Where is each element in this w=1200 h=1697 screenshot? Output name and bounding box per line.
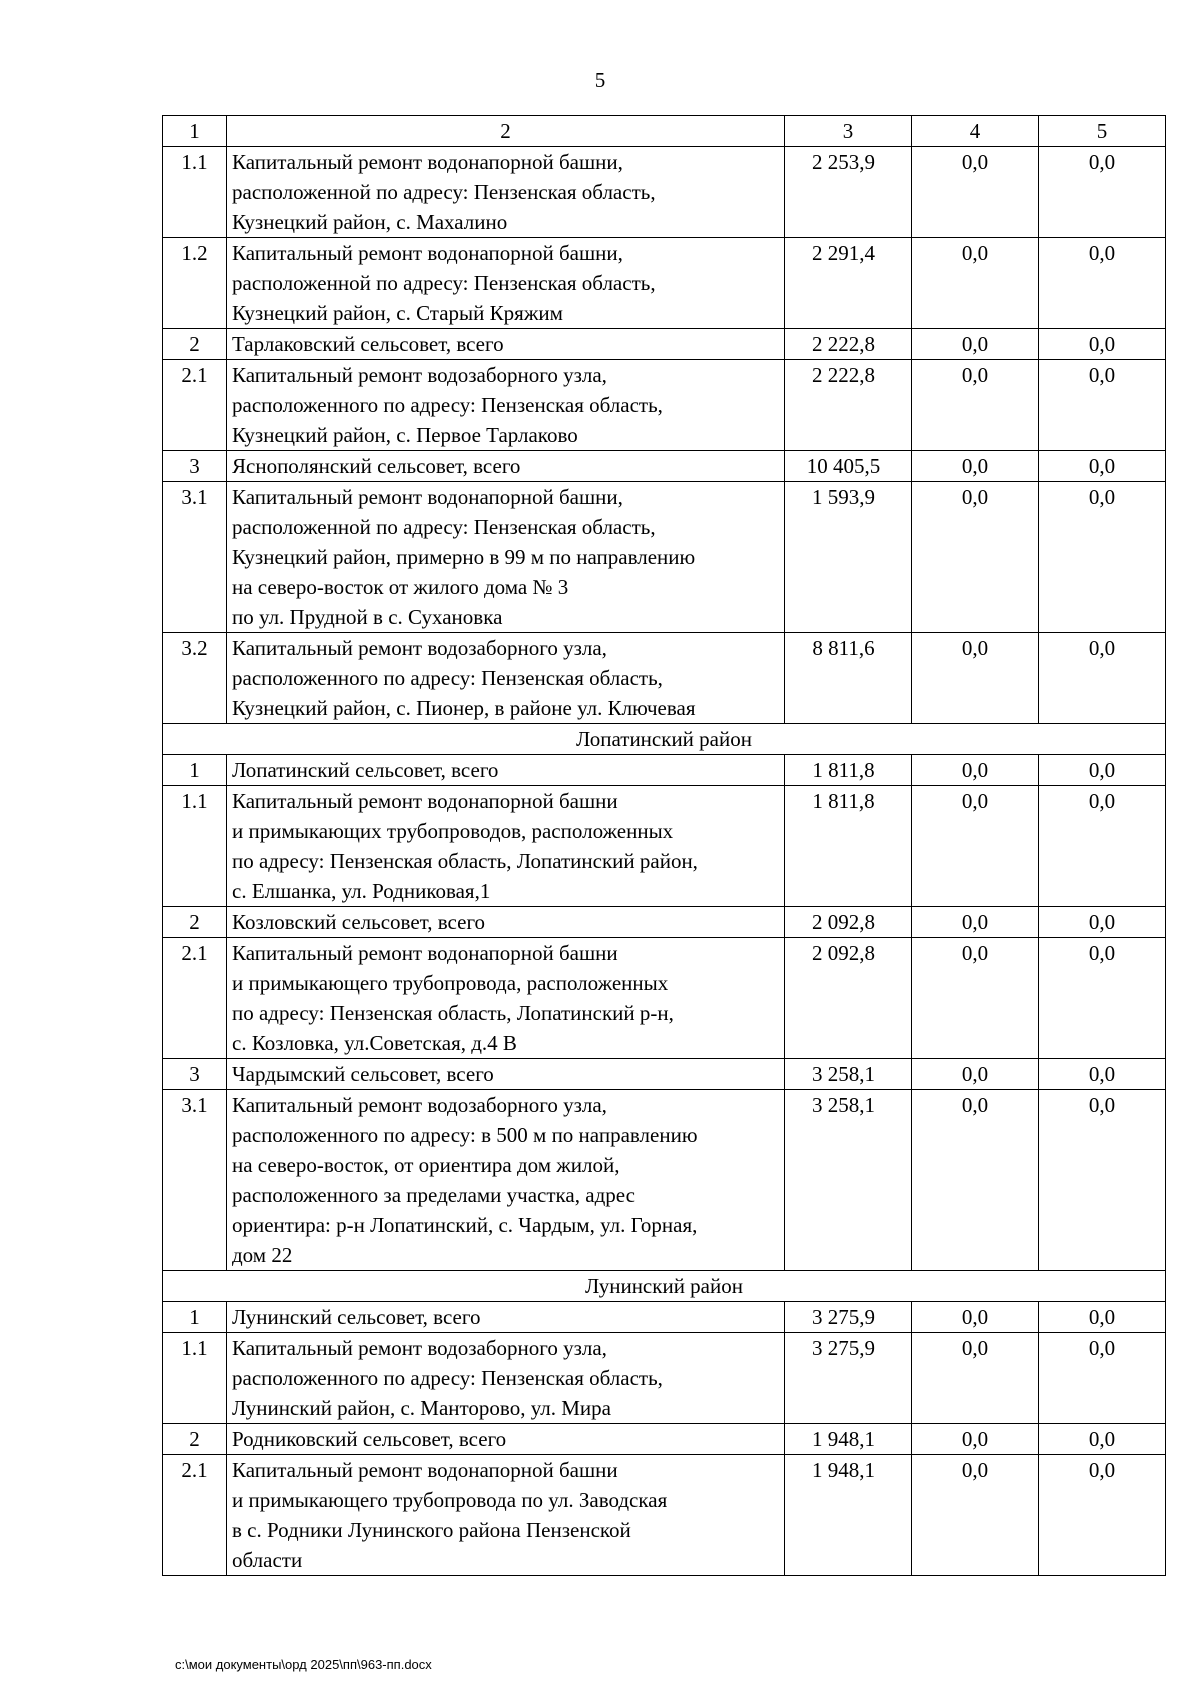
table-row [163,1333,1166,1424]
row-value-col4: 0,0 [912,1302,1039,1333]
row-value-col4: 0,0 [912,1333,1039,1424]
district-row [163,1271,1166,1302]
row-name: Капитальный ремонт водозаборного узла, расположенного по адресу: Пензенская область, Кузнецкий район, с. Пионер, в районе ул. Ключевая [227,633,785,724]
row-value-col5: 0,0 [1039,1090,1166,1271]
header-cell-1: 1 [163,116,227,147]
table-row [163,1424,1166,1455]
table-header-row [163,116,1166,147]
row-value-col5: 0,0 [1039,482,1166,633]
table-row [163,786,1166,907]
row-value-col5: 0,0 [1039,451,1166,482]
row-value-col4: 0,0 [912,1455,1039,1576]
header-cell-4: 4 [912,116,1039,147]
table-body [163,116,1166,1576]
row-value-col5: 0,0 [1039,238,1166,329]
row-value-col5: 0,0 [1039,786,1166,907]
row-value-col4: 0,0 [912,786,1039,907]
row-value-col3: 3 258,1 [785,1059,912,1090]
row-value-col4: 0,0 [912,360,1039,451]
page-number: 5 [594,68,606,92]
table-row [163,938,1166,1059]
row-value-col3: 2 092,8 [785,907,912,938]
table-row [163,451,1166,482]
row-value-col4: 0,0 [912,938,1039,1059]
table-row [163,1302,1166,1333]
row-name: Лунинский сельсовет, всего [227,1302,785,1333]
row-value-col5: 0,0 [1039,1059,1166,1090]
table-row [163,633,1166,724]
row-value-col3: 3 258,1 [785,1090,912,1271]
row-number: 1.1 [163,786,227,907]
table-row [163,360,1166,451]
row-number: 1.1 [163,147,227,238]
budget-table [162,115,1166,1576]
row-name: Капитальный ремонт водонапорной башни и примыкающего трубопровода, расположенных по адресу: Пензенская область, Лопатинский р-н, с. Козловка, ул.Советская, д.4 В [227,938,785,1059]
row-value-col5: 0,0 [1039,633,1166,724]
row-number: 1 [163,755,227,786]
row-value-col4: 0,0 [912,451,1039,482]
row-number: 1.2 [163,238,227,329]
table-row [163,147,1166,238]
row-name: Тарлаковский сельсовет, всего [227,329,785,360]
row-value-col5: 0,0 [1039,147,1166,238]
header-cell-5: 5 [1039,116,1166,147]
row-value-col5: 0,0 [1039,907,1166,938]
row-number: 2.1 [163,938,227,1059]
district-row [163,724,1166,755]
row-value-col4: 0,0 [912,1424,1039,1455]
row-name: Капитальный ремонт водонапорной башни и примыкающего трубопровода по ул. Заводская в с. Родники Лунинского района Пензенской области [227,1455,785,1576]
row-value-col3: 1 811,8 [785,786,912,907]
row-value-col5: 0,0 [1039,1302,1166,1333]
row-name: Капитальный ремонт водонапорной башни, расположенной по адресу: Пензенская область, Кузнецкий район, с. Махалино [227,147,785,238]
row-value-col5: 0,0 [1039,360,1166,451]
row-value-col3: 2 222,8 [785,329,912,360]
row-value-col4: 0,0 [912,238,1039,329]
row-name: Яснополянский сельсовет, всего [227,451,785,482]
row-number: 2 [163,1424,227,1455]
row-number: 2.1 [163,1455,227,1576]
district-name: Лопатинский район [163,724,1166,755]
row-number: 2 [163,329,227,360]
row-value-col3: 3 275,9 [785,1333,912,1424]
row-name: Родниковский сельсовет, всего [227,1424,785,1455]
table-row [163,755,1166,786]
row-value-col3: 2 092,8 [785,938,912,1059]
table-row [163,482,1166,633]
row-value-col3: 2 291,4 [785,238,912,329]
row-number: 3.1 [163,1090,227,1271]
row-value-col3: 8 811,6 [785,633,912,724]
district-name: Лунинский район [163,1271,1166,1302]
row-value-col4: 0,0 [912,907,1039,938]
row-value-col3: 2 222,8 [785,360,912,451]
table-row [163,238,1166,329]
row-value-col3: 3 275,9 [785,1302,912,1333]
table-row [163,329,1166,360]
row-value-col3: 2 253,9 [785,147,912,238]
row-value-col3: 1 811,8 [785,755,912,786]
row-name: Чардымский сельсовет, всего [227,1059,785,1090]
row-value-col5: 0,0 [1039,329,1166,360]
row-name: Капитальный ремонт водозаборного узла, расположенного по адресу: Пензенская область, Кузнецкий район, с. Первое Тарлаково [227,360,785,451]
row-value-col3: 1 948,1 [785,1424,912,1455]
row-name: Козловский сельсовет, всего [227,907,785,938]
row-name: Капитальный ремонт водозаборного узла, расположенного по адресу: в 500 м по направлению на северо-восток, от ориентира дом жилой, расположенного за пределами участка, адрес ориентира: р-н Лопатинский, с. Чардым, ул. Горная, дом 22 [227,1090,785,1271]
header-cell-3: 3 [785,116,912,147]
row-value-col4: 0,0 [912,147,1039,238]
table-row [163,1059,1166,1090]
row-name: Капитальный ремонт водонапорной башни и примыкающих трубопроводов, расположенных по адресу: Пензенская область, Лопатинский район, с. Елшанка, ул. Родниковая,1 [227,786,785,907]
row-name: Капитальный ремонт водонапорной башни, расположенной по адресу: Пензенская область, Кузнецкий район, с. Старый Кряжим [227,238,785,329]
row-number: 3 [163,451,227,482]
table-row [163,907,1166,938]
row-number: 3 [163,1059,227,1090]
row-value-col4: 0,0 [912,755,1039,786]
row-value-col5: 0,0 [1039,1424,1166,1455]
row-value-col3: 1 948,1 [785,1455,912,1576]
row-value-col4: 0,0 [912,1059,1039,1090]
row-number: 3.2 [163,633,227,724]
row-number: 2 [163,907,227,938]
row-value-col4: 0,0 [912,482,1039,633]
row-number: 3.1 [163,482,227,633]
row-value-col5: 0,0 [1039,1455,1166,1576]
row-value-col3: 1 593,9 [785,482,912,633]
row-value-col4: 0,0 [912,1090,1039,1271]
row-value-col4: 0,0 [912,633,1039,724]
row-number: 2.1 [163,360,227,451]
header-cell-2: 2 [227,116,785,147]
table-row [163,1455,1166,1576]
row-value-col5: 0,0 [1039,1333,1166,1424]
row-name: Капитальный ремонт водозаборного узла, расположенного по адресу: Пензенская область, Лунинский район, с. Манторово, ул. Мира [227,1333,785,1424]
row-value-col4: 0,0 [912,329,1039,360]
row-value-col5: 0,0 [1039,938,1166,1059]
row-number: 1 [163,1302,227,1333]
row-name: Капитальный ремонт водонапорной башни, расположенной по адресу: Пензенская область, Кузнецкий район, примерно в 99 м по направлению на северо-восток от жилого дома № 3 по ул. Прудной в с. Сухановка [227,482,785,633]
row-value-col3: 10 405,5 [785,451,912,482]
footer-file-path: c:\мои документы\орд 2025\пп\963-пп.docx [175,1657,432,1672]
row-number: 1.1 [163,1333,227,1424]
row-value-col5: 0,0 [1039,755,1166,786]
table-row [163,1090,1166,1271]
row-name: Лопатинский сельсовет, всего [227,755,785,786]
